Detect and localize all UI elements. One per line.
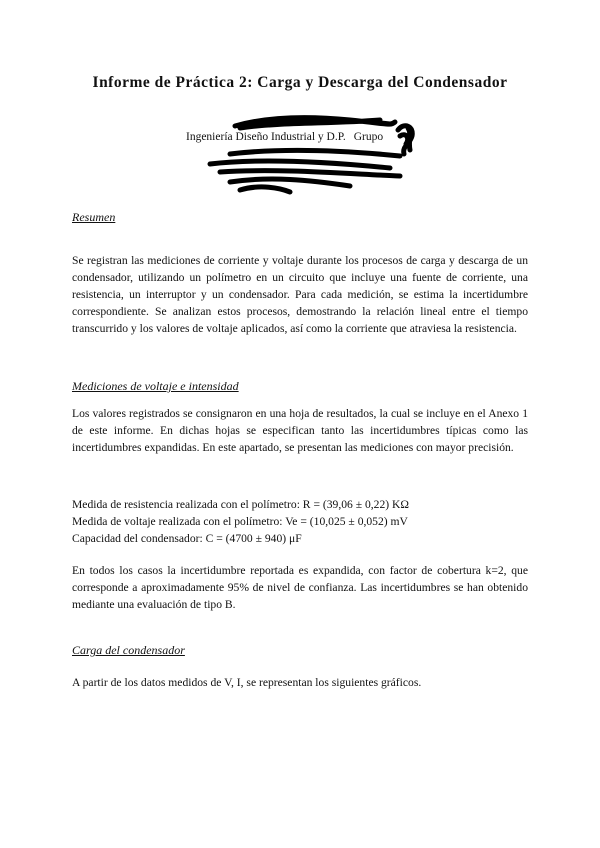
resumen-paragraph: Se registran las mediciones de corriente y voltaje durante los procesos de carga y descarga de un condensador, utilizando un polímetro en un circuito que incluye una fuente de corriente, una resistencia, un interruptor y un condensador. Para cada medición, se estima la incertidumbre correspondiente. Se analizan estos procesos, demostrando la relación lineal entre el tiempo transcurrido y los valores de voltaje aplicados, así como la corriente que atraviesa la resistencia.: [72, 254, 528, 335]
measurement-capacitance: Capacidad del condensador: C = (4700 ± 940) μF: [72, 532, 302, 545]
measurement-resistance: Medida de resistencia realizada con el polímetro: R = (39,06 ± 0,22) KΩ: [72, 498, 410, 511]
mediciones-heading: Mediciones de voltaje e intensidad: [72, 379, 239, 393]
carga-heading: Carga del condensador: [72, 643, 185, 657]
group-label: Grupo: [353, 131, 384, 143]
redaction-scribble-bottom: [200, 146, 410, 196]
document-title: Informe de Práctica 2: Carga y Descarga del Condensador: [92, 74, 508, 91]
author-line: [186, 131, 383, 143]
carga-paragraph: A partir de los datos medidos de V, I, se representan los siguientes gráficos.: [72, 676, 422, 689]
mediciones-paragraph: Los valores registrados se consignaron en una hoja de resultados, la cual se incluye en el Anexo 1 de este informe. En dichas hojas se especifican tanto las incertidumbres típicas como las incertidumbres expandidas. En este apartado, se presentan las mediciones con mayor precisión.: [72, 407, 528, 454]
resumen-heading: Resumen: [72, 210, 116, 224]
course-name: Ingeniería Diseño Industrial y D.P.: [186, 131, 346, 143]
measurement-voltage: Medida de voltaje realizada con el polímetro: Ve = (10,025 ± 0,052) mV: [72, 515, 408, 528]
uncertainty-note: En todos los casos la incertidumbre reportada es expandida, con factor de cobertura k=2, que corresponde a aproximadamente 95% de nivel de confianza. Las incertidumbres se han obtenido mediante una evaluación de tipo B.: [72, 564, 528, 611]
